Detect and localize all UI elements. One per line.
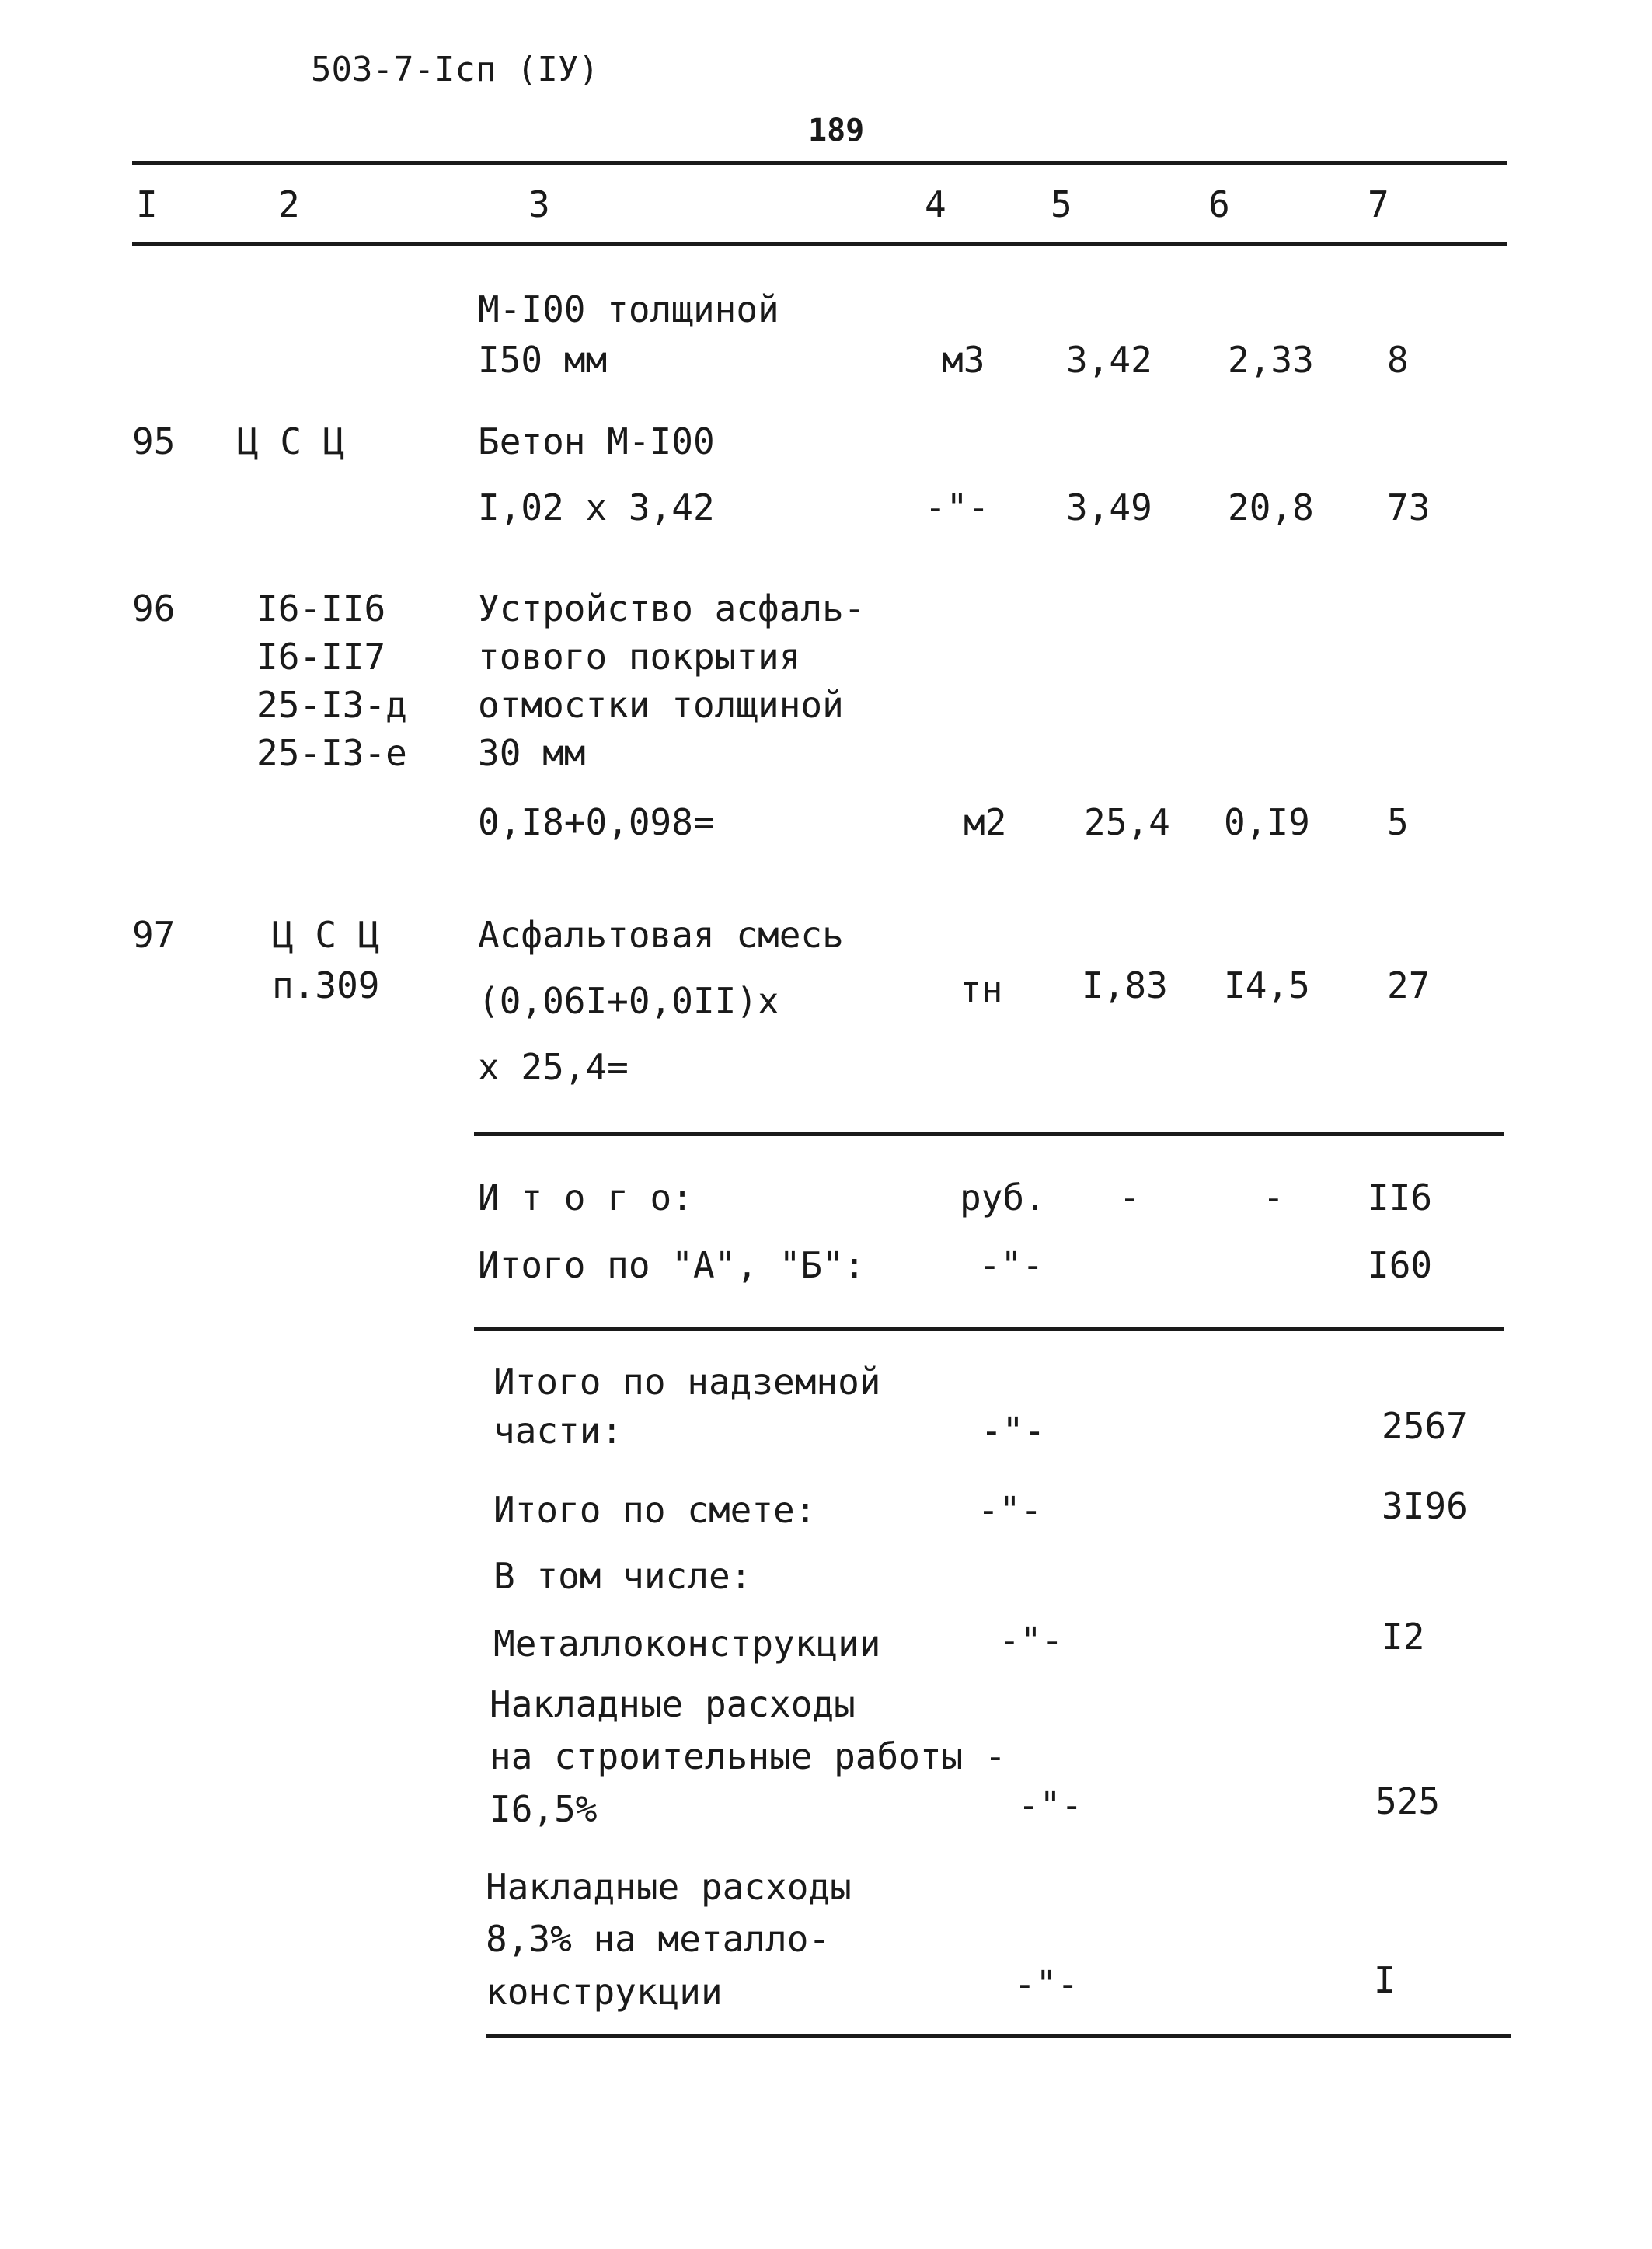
totals-label: Итого по "А", "Б":	[478, 1244, 866, 1286]
totals-total: II6	[1368, 1177, 1433, 1219]
summary-unit: -"-	[1018, 1784, 1083, 1826]
totals-label: И т о г о:	[478, 1177, 693, 1219]
row-description: тового покрытия	[478, 636, 801, 678]
summary-label: Накладные расходы	[486, 1866, 852, 1908]
summary-total: 3I96	[1382, 1485, 1468, 1527]
summary-label: конструкции	[486, 1971, 723, 2013]
summary-bottom-rule	[486, 2034, 1511, 2038]
summary-top-rule	[474, 1327, 1504, 1331]
column-header-6: 6	[1208, 183, 1230, 225]
totals-unit: руб.	[960, 1177, 1046, 1219]
table-top-rule	[132, 161, 1507, 165]
column-header-7: 7	[1368, 183, 1389, 225]
row-description: отмостки толщиной	[478, 684, 844, 726]
summary-label: I6,5%	[490, 1788, 598, 1830]
row-code: Ц С Ц	[272, 914, 380, 956]
row-number: 95	[132, 420, 176, 462]
row-unit-price: 2,33	[1228, 339, 1314, 381]
row-code: 25-I3-д	[256, 684, 407, 726]
row-unit: тн	[960, 968, 1003, 1010]
summary-total: 525	[1375, 1780, 1441, 1822]
totals-top-rule	[474, 1132, 1504, 1136]
summary-label: Итого по смете:	[493, 1489, 817, 1531]
summary-total: 2567	[1382, 1405, 1468, 1447]
totals-total: I60	[1368, 1244, 1433, 1286]
column-header-2: 2	[278, 183, 300, 225]
summary-total: I	[1374, 1959, 1396, 2001]
summary-unit: -"-	[981, 1410, 1046, 1452]
row-unit: м2	[964, 801, 1007, 843]
row-number: 96	[132, 588, 176, 629]
row-code: п.309	[272, 964, 380, 1006]
row-number: 97	[132, 914, 176, 956]
row-description: М-I00 толщиной	[478, 288, 779, 330]
row-total: 27	[1387, 964, 1431, 1006]
totals-unit-price: -	[1263, 1177, 1284, 1219]
row-description: Устройство асфаль-	[478, 588, 866, 629]
row-code: I6-II6	[256, 588, 386, 629]
summary-label: Металлоконструкции	[493, 1623, 881, 1665]
row-code: I6-II7	[256, 636, 386, 678]
row-quantity: 25,4	[1084, 801, 1170, 843]
column-header-4: 4	[925, 183, 946, 225]
row-code: Ц С Ц	[237, 420, 345, 462]
row-total: 8	[1387, 339, 1409, 381]
document-code: 503-7-Iсп (IУ)	[311, 50, 599, 89]
totals-unit: -"-	[979, 1244, 1044, 1286]
summary-label: Накладные расходы	[490, 1683, 856, 1725]
row-code: 25-I3-е	[256, 732, 407, 774]
row-unit-price: I4,5	[1224, 964, 1310, 1006]
summary-label: Итого по надземной	[493, 1361, 881, 1403]
column-header-5: 5	[1051, 183, 1072, 225]
summary-label: В том числе:	[493, 1555, 752, 1597]
row-unit: м3	[942, 339, 985, 381]
row-total: 73	[1387, 486, 1431, 528]
summary-label: части:	[493, 1410, 623, 1452]
row-unit-price: 20,8	[1228, 486, 1314, 528]
row-quantity: 3,42	[1066, 339, 1152, 381]
summary-unit: -"-	[978, 1489, 1043, 1531]
row-description: Асфальтовая смесь	[478, 914, 844, 956]
totals-quantity: -	[1119, 1177, 1141, 1219]
column-header-1: I	[136, 183, 158, 225]
row-description: 0,I8+0,098=	[478, 801, 715, 843]
page-number: 189	[808, 113, 865, 148]
row-description: I50 мм	[478, 339, 608, 381]
row-quantity: 3,49	[1066, 486, 1152, 528]
column-header-3: 3	[528, 183, 550, 225]
row-description: I,02 x 3,42	[478, 486, 715, 528]
row-description: 30 мм	[478, 732, 586, 774]
row-total: 5	[1387, 801, 1409, 843]
summary-total: I2	[1382, 1616, 1425, 1658]
header-bottom-rule	[132, 242, 1507, 246]
row-unit: -"-	[925, 486, 990, 528]
row-description: Бетон М-I00	[478, 420, 715, 462]
row-unit-price: 0,I9	[1224, 801, 1310, 843]
row-description: (0,06I+0,0II)x	[478, 980, 779, 1022]
summary-label: 8,3% на металло-	[486, 1918, 831, 1960]
summary-label: на строительные работы -	[490, 1735, 1006, 1777]
row-quantity: I,83	[1082, 964, 1168, 1006]
row-description: x 25,4=	[478, 1046, 629, 1088]
summary-unit: -"-	[999, 1620, 1064, 1661]
summary-unit: -"-	[1014, 1963, 1079, 2005]
